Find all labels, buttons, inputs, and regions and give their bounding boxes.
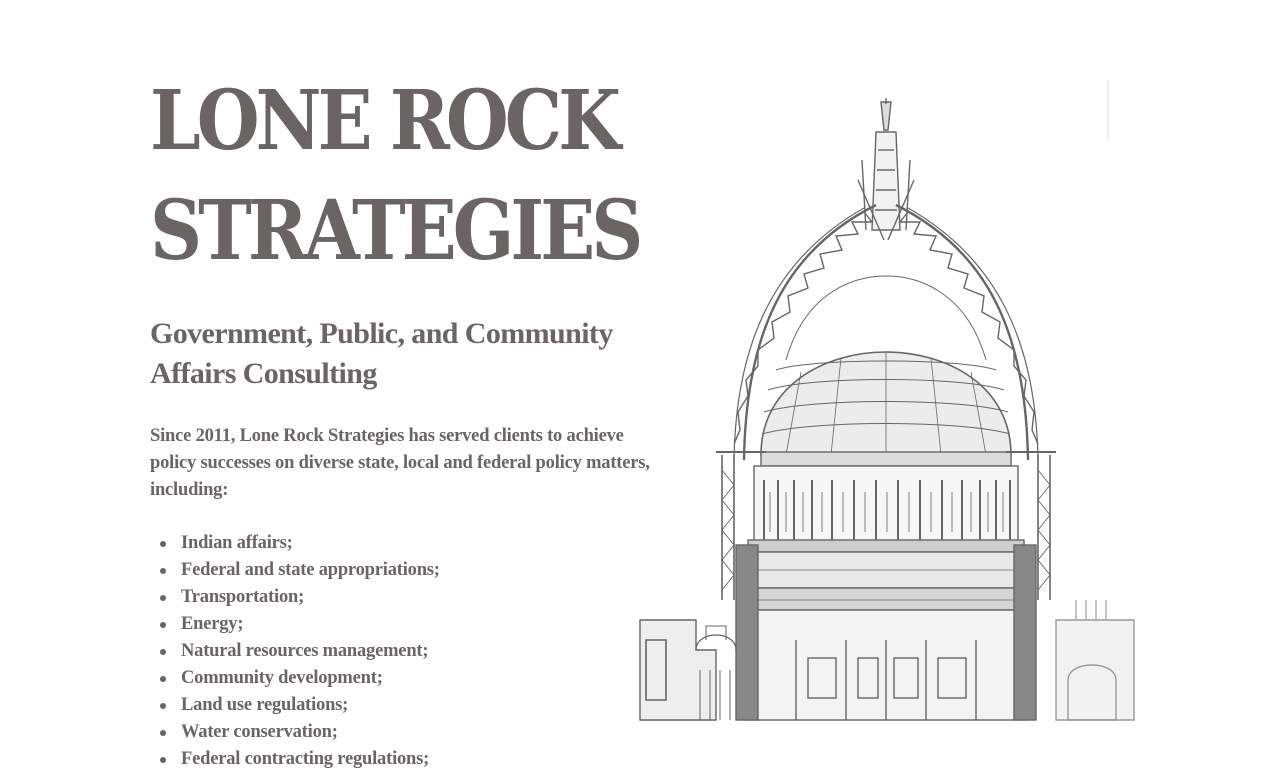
bullet-icon [160,649,166,655]
policy-area-item [150,665,650,692]
policy-area-item [150,719,650,746]
policy-area-label: Federal contracting regulations; [181,749,430,769]
policy-area-label: Energy; [181,614,244,634]
main-content [150,66,650,773]
page-subtitle: Government, Public, and Community Affairs Consulting [150,317,613,390]
policy-area-item [150,638,650,665]
policy-area-label: Indian affairs; [181,533,293,553]
policy-area-label: Community development; [181,668,383,688]
policy-area-item [150,692,650,719]
bullet-icon [160,541,166,547]
title-line-1: LONE ROCK [150,73,618,169]
policy-areas-list [150,530,650,773]
bullet-icon [160,757,166,763]
policy-area-item [150,530,650,557]
policy-area-item [150,557,650,584]
bullet-icon [160,703,166,709]
bullet-icon [160,568,166,574]
capitol-dome-icon [636,40,1140,720]
policy-area-label: Land use regulations; [181,695,349,715]
policy-area-label: Water conservation; [181,722,338,742]
bullet-icon [160,595,166,601]
page-title [150,66,640,286]
bullet-icon [160,622,166,628]
title-line-2: STRATEGIES [150,183,640,279]
policy-area-label: Natural resources management; [181,641,429,661]
policy-area-item [150,611,650,638]
policy-area-item [150,584,650,611]
bullet-icon [160,730,166,736]
policy-area-item [150,746,650,773]
intro-paragraph: Since 2011, Lone Rock Strategies has served clients to achieve policy successes on diverse state, local and federal policy matters, including: [150,426,650,500]
bullet-icon [160,676,166,682]
policy-area-label: Transportation; [181,587,305,607]
policy-area-label: Federal and state appropriations; [181,560,440,580]
